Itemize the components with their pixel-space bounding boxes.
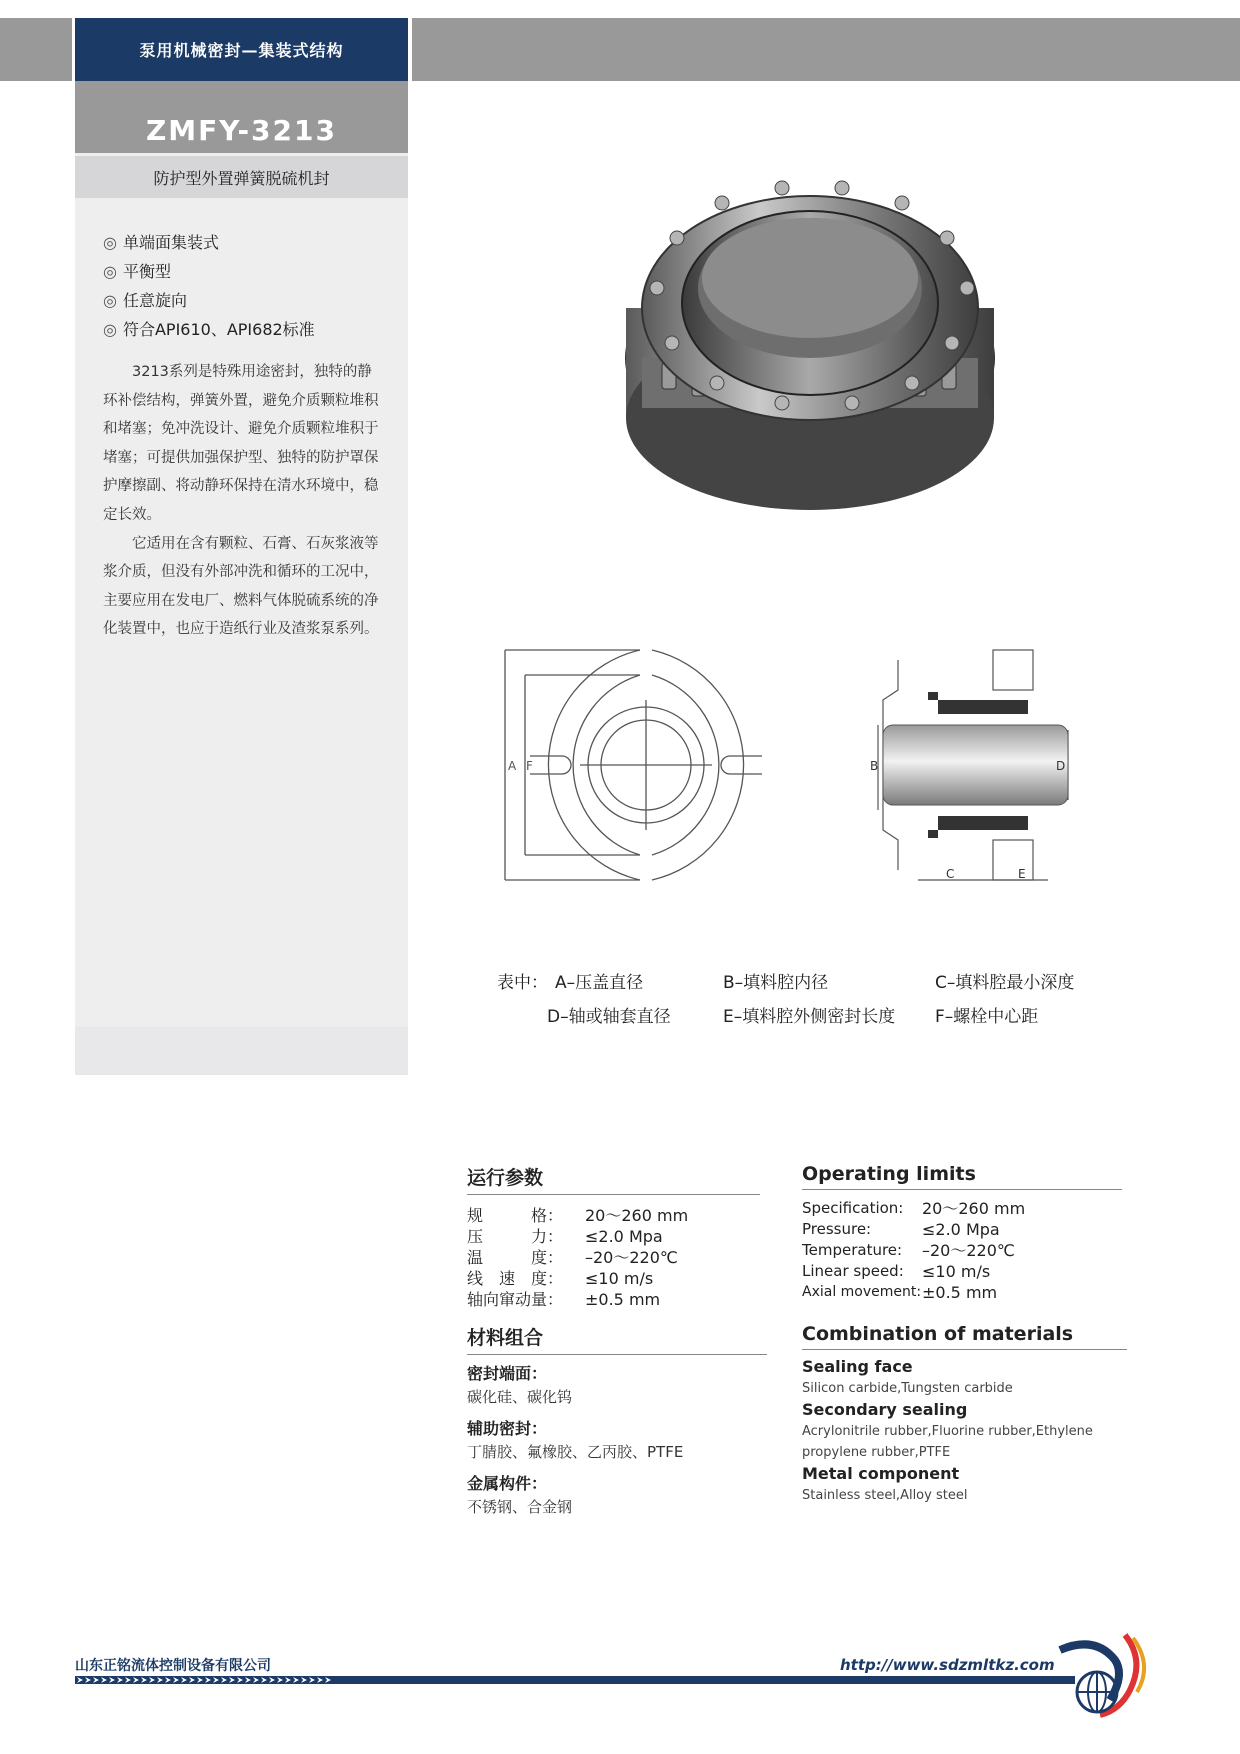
feature-item — [103, 228, 393, 257]
drawing-label-c: C — [946, 867, 955, 881]
front-view-drawing — [500, 640, 770, 890]
material-value: 不锈钢、合金钢 — [467, 1498, 573, 1516]
drawing-label-a: A — [508, 759, 517, 773]
section-title: Combination of materials — [802, 1323, 1074, 1345]
param-row: Linear speed: ≤10 m/s — [802, 1262, 991, 1281]
legend-item: A–压盖直径 — [555, 973, 644, 993]
website-link[interactable]: http://www.sdzmltkz.com — [840, 1656, 1055, 1674]
material-heading: Metal component — [802, 1464, 960, 1483]
material-heading: Sealing face — [802, 1357, 913, 1376]
feature-item — [103, 315, 393, 344]
bullet-icon: ◎ — [103, 262, 117, 281]
operating-limits-en — [802, 1163, 1122, 1303]
materials-cn — [467, 1323, 767, 1520]
header-band-left — [0, 18, 72, 81]
param-row: 温 度： –20～220℃ — [467, 1248, 678, 1267]
product-photo — [622, 158, 998, 518]
param-row: 线 速 度： ≤10 m/s — [467, 1269, 654, 1288]
feature-item — [103, 286, 393, 315]
section-title: Operating limits — [802, 1163, 976, 1185]
drawing-label-b: B — [870, 759, 879, 773]
legend-prefix: 表中： — [497, 973, 548, 993]
material-value: Acrylonitrile rubber,Fluorine rubber,Ethylene propylene rubber,PTFE — [802, 1424, 1093, 1460]
feature-item — [103, 257, 393, 286]
drawing-label-f: F — [526, 759, 533, 773]
company-logo-icon — [1055, 1630, 1155, 1720]
bullet-icon: ◎ — [103, 320, 117, 339]
materials-en — [802, 1323, 1127, 1506]
legend-item: E–填料腔外侧密封长度 — [723, 1007, 896, 1027]
divider — [802, 1189, 1122, 1190]
param-row: Temperature: –20～220℃ — [802, 1241, 1015, 1260]
bullet-icon: ◎ — [103, 233, 117, 252]
material-value: Stainless steel,Alloy steel — [802, 1488, 968, 1503]
material-heading: 密封端面： — [467, 1364, 548, 1383]
legend-item: B–填料腔内径 — [723, 973, 829, 993]
param-row: 轴向窜动量： ±0.5 mm — [467, 1290, 661, 1309]
section-title: 材料组合 — [467, 1327, 544, 1349]
material-heading: 辅助密封： — [467, 1419, 548, 1438]
param-row: Specification: 20～260 mm — [802, 1199, 1026, 1218]
param-row: 规 格： 20～260 mm — [467, 1206, 689, 1225]
category-title: 泵用机械密封—集装式结构 — [75, 18, 408, 81]
header-band-right — [412, 18, 1240, 81]
product-subtitle: 防护型外置弹簧脱硫机封 — [75, 156, 408, 198]
material-value: 碳化硅、碳化钨 — [467, 1388, 573, 1406]
material-heading: Secondary sealing — [802, 1400, 968, 1419]
material-value: Silicon carbide,Tungsten carbide — [802, 1381, 1013, 1396]
model-bar — [75, 81, 408, 153]
divider — [467, 1354, 767, 1355]
company-name: 山东正铭流体控制设备有限公司 — [75, 1658, 271, 1674]
operating-params-cn — [467, 1163, 760, 1310]
model-number: ZMFY-3213 — [145, 114, 337, 147]
param-row: 压 力： ≤2.0 Mpa — [467, 1227, 663, 1246]
sidebar-footer-block — [75, 1027, 408, 1075]
drawing-label-e: E — [1018, 867, 1026, 881]
description-paragraph: 3213系列是特殊用途密封，独特的静环补偿结构，弹簧外置，避免介质颗粒堆积和堵塞；免冲洗设计、避免介质颗粒堆积于堵塞；可提供加强保护型、独特的防护罩保护摩擦副、将动静环保持在清水环境中，稳定长效。 — [103, 364, 379, 523]
drawing-label-d: D — [1056, 759, 1066, 773]
feature-text: 任意旋向 — [122, 291, 187, 310]
legend-item: C–填料腔最小深度 — [935, 973, 1075, 993]
section-view-drawing — [868, 640, 1078, 890]
legend-item: F–螺栓中心距 — [935, 1007, 1039, 1027]
drawing-legend — [497, 966, 1137, 1034]
divider — [802, 1349, 1127, 1350]
bullet-icon: ◎ — [103, 291, 117, 310]
legend-item: D–轴或轴套直径 — [547, 1007, 671, 1027]
footer-stripe — [75, 1676, 1075, 1684]
section-title: 运行参数 — [467, 1167, 544, 1189]
description-paragraph: 它适用在含有颗粒、石膏、石灰浆液等浆介质，但没有外部冲洗和循环的工况中，主要应用在发电厂、燃料气体脱硫系统的净化装置中，也应于造纸行业及渣浆泵系列。 — [103, 535, 379, 638]
feature-text: 单端面集装式 — [122, 233, 219, 252]
feature-list — [103, 228, 393, 344]
divider — [467, 1194, 760, 1195]
feature-text: 平衡型 — [122, 262, 171, 281]
material-heading: 金属构件： — [467, 1474, 548, 1493]
feature-text: 符合API610、API682标准 — [122, 320, 315, 339]
product-description — [103, 358, 383, 644]
param-row: Pressure: ≤2.0 Mpa — [802, 1220, 1000, 1239]
material-value: 丁腈胶、氟橡胶、乙丙胶、PTFE — [467, 1443, 684, 1461]
param-row: Axial movement: ±0.5 mm — [802, 1283, 998, 1302]
